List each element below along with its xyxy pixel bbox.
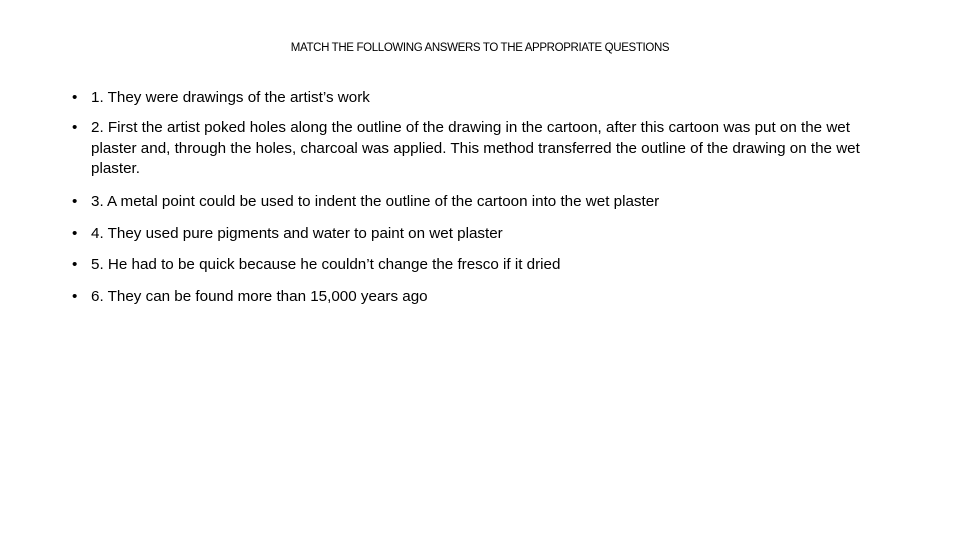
- answer-text-6: 6. They can be found more than 15,000 years ago: [91, 287, 428, 305]
- bullet-icon: •: [72, 193, 78, 211]
- answer-item-5: [72, 254, 892, 276]
- answer-item-6: [72, 286, 892, 308]
- answer-item-2: [72, 118, 892, 180]
- bullet-icon: •: [72, 224, 78, 242]
- answer-text-1: 1. They were drawings of the artist’s work: [91, 89, 370, 106]
- answer-text-5: 5. He had to be quick because he couldn’t change the fresco if it dried: [91, 256, 561, 274]
- answer-list: [72, 87, 892, 317]
- bullet-icon: •: [72, 119, 78, 137]
- slide-title: MATCH THE FOLLOWING ANSWERS TO THE APPROPRIATE QUESTIONS: [290, 42, 670, 54]
- bullet-icon: •: [72, 287, 78, 305]
- bullet-icon: •: [72, 256, 78, 274]
- answer-item-3: [72, 191, 892, 213]
- answer-text-2: 2. First the artist poked holes along the outline of the drawing in the cartoon, after this cartoon was put on the wet plaster and, through the holes, charcoal was applied. This method transferred the outline of the drawing on the wet plaster.: [91, 119, 860, 178]
- answer-text-3: 3. A metal point could be used to indent the outline of the cartoon into the wet plaster: [91, 193, 660, 211]
- bullet-icon: •: [72, 89, 78, 106]
- answer-item-1: [72, 87, 892, 109]
- answer-item-4: [72, 223, 892, 245]
- answer-text-4: 4. They used pure pigments and water to paint on wet plaster: [91, 224, 503, 242]
